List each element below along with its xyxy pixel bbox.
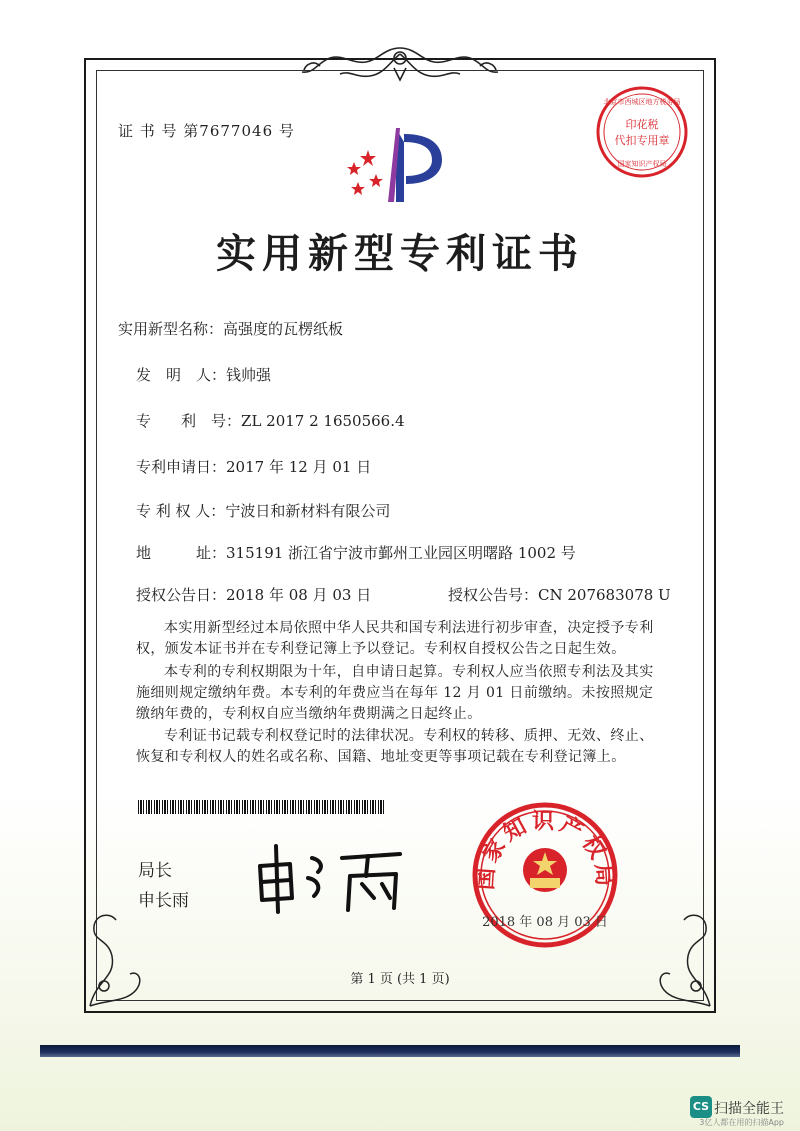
footer-app-name: 扫描全能王 — [714, 1101, 784, 1117]
scan-edge-bar — [40, 1045, 740, 1057]
certificate-number: 证 书 号 第7677046 号 — [118, 122, 295, 140]
top-ornament-icon — [290, 40, 510, 90]
body-paragraph-1: 本实用新型经过本局依照中华人民共和国专利法进行初步审查，决定授予专利权，颁发本证书并在专利登记簿上予以登记。专利权自授权公告之日起生效。 — [136, 620, 654, 657]
body-paragraph-2: 本专利的专利权期限为十年，自申请日起算。专利权人应当依照专利法及其实施细则规定缴纳年费。本专利的年费应当在每年 12 月 01 日前缴纳。未按照规定缴纳年费的，专利权自应当缴纳年费期满之日起终止。 — [136, 664, 654, 722]
body-paragraph-3: 专利证书记载专利权登记时的法律状况。专利权的转移、质押、无效、终止、恢复和专利权人的姓名或名称、国籍、地址变更等事项记载在专利登记簿上。 — [136, 728, 654, 765]
field-patentee-value: 宁波日和新材料有限公司 — [225, 502, 391, 520]
field-inventor-value: 钱帅强 — [226, 366, 272, 384]
field-inventor-label: 发 明 人： — [136, 366, 227, 384]
field-filing-date-value: 2017 年 12 月 01 日 — [226, 458, 372, 476]
field-address-value: 315191 浙江省宁波市鄞州工业园区明曙路 1002 号 — [226, 544, 576, 562]
field-name-value: 高强度的瓦楞纸板 — [223, 320, 344, 338]
field-inventor — [136, 364, 271, 385]
field-name-label: 实用新型名称： — [118, 320, 224, 338]
svg-text:国家知识产权局: 国家知识产权局 — [617, 160, 667, 168]
svg-text:代扣专用章: 代扣专用章 — [614, 134, 670, 147]
footer-tagline: 3亿人都在用的扫描App — [699, 1118, 784, 1127]
field-name — [118, 318, 343, 339]
field-address — [136, 542, 576, 563]
camscanner-logo-icon: CS — [690, 1096, 712, 1118]
field-grant-no — [448, 584, 671, 605]
field-grant-date — [136, 584, 371, 605]
sipo-logo-icon — [338, 122, 458, 212]
corner-ornament-left-icon — [86, 890, 146, 1010]
field-patent-no-value: ZL 2017 2 1650566.4 — [241, 412, 405, 430]
tax-stamp-seal — [594, 84, 690, 180]
certificate-title: 实用新型专利证书 — [216, 230, 584, 277]
field-patentee-label: 专 利 权 人： — [136, 502, 226, 520]
director-title: 局长 — [138, 861, 172, 881]
official-seal — [470, 800, 620, 950]
svg-text:印花税: 印花税 — [625, 118, 659, 131]
seal-ring-text: 国家知识产权局 — [472, 808, 618, 891]
field-filing-date — [136, 456, 371, 477]
field-patent-no-label: 专 利 号： — [136, 412, 242, 430]
field-address-label: 地 址： — [136, 544, 227, 562]
svg-text:北京市西城区地方税务局: 北京市西城区地方税务局 — [603, 98, 681, 106]
field-patent-no — [136, 410, 405, 431]
field-grant-date-label: 授权公告日： — [136, 586, 227, 604]
field-grant-date-value: 2018 年 08 月 03 日 — [226, 586, 372, 604]
field-grant-no-value: CN 207683078 U — [538, 586, 671, 604]
seal-date: 2018 年 08 月 03 日 — [482, 915, 608, 930]
field-filing-date-label: 专利申请日： — [136, 458, 227, 476]
corner-ornament-right-icon — [654, 890, 714, 1010]
page-number: 第 1 页 (共 1 页) — [350, 972, 450, 987]
director-signature — [250, 836, 410, 916]
barcode — [138, 800, 384, 814]
field-grant-no-label: 授权公告号： — [448, 586, 539, 604]
field-patentee — [136, 500, 390, 521]
director-name: 申长雨 — [138, 891, 189, 911]
